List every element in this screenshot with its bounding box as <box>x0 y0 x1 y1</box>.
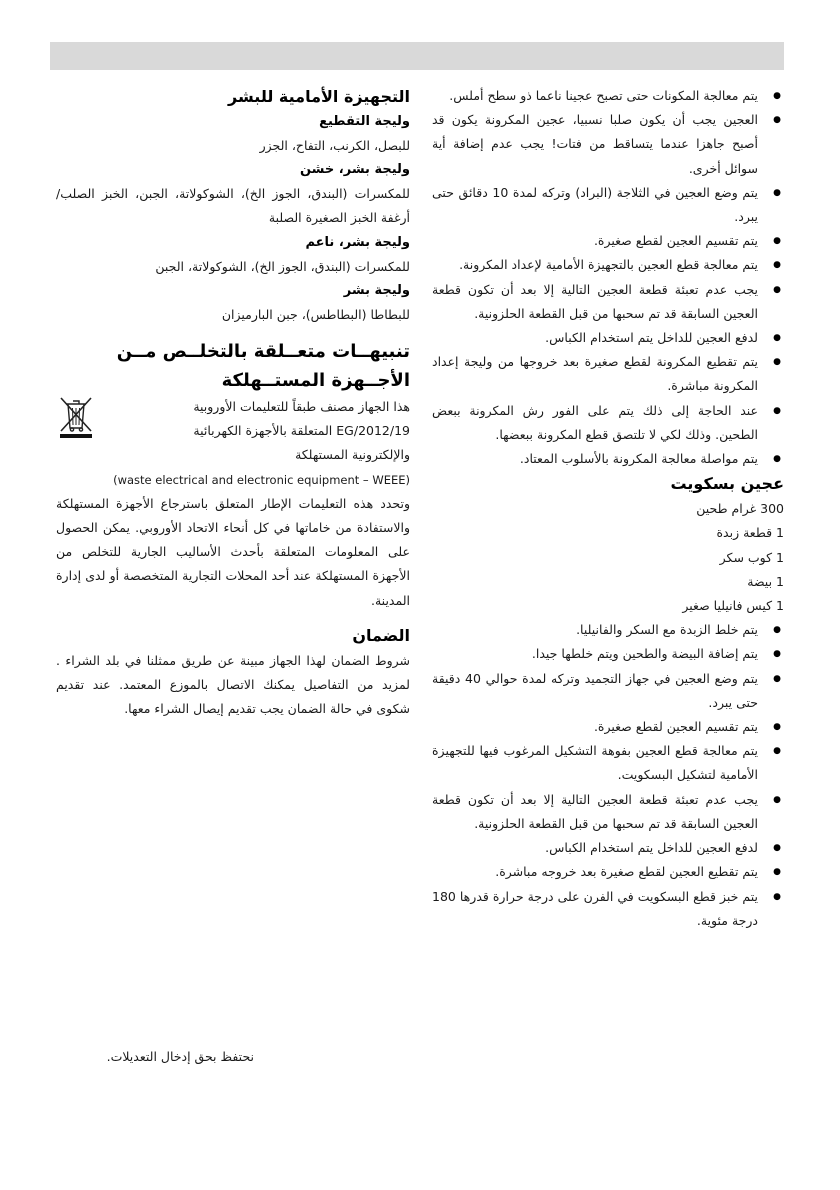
grater-insert-heading: وليجة بشر <box>343 282 410 298</box>
list-item: ● يتم وضع العجين في الثلاجة (البراد) وتركه لمدة 10 دقائق حتى يبرد. <box>432 181 784 229</box>
fine-grater-text: للمكسرات (البندق، الجوز الخ)، الشوكولاتة، الجبن <box>155 258 410 274</box>
list-item: ● يجب عدم تعبئة قطعة العجين التالية إلا بعد أن تكون قطعة العجين السابقة قد تم سحبها من قبل القطعة الحلزونية. <box>432 788 784 836</box>
list-item: ● يتم تقسيم العجين لقطع صغيرة. <box>432 229 784 253</box>
fine-grater-heading: وليجة بشر، ناعم <box>305 234 410 250</box>
list-item: ● يتم إضافة البيضة والطحين ويتم خلطها جيدا. <box>432 642 784 666</box>
warranty-heading: الضمان <box>352 625 410 645</box>
list-item: ● يتم خبز قطع البسكويت في الفرن على درجة حرارة قدرها 180 درجة مئوية. <box>432 885 784 933</box>
weee-english-text: (waste electrical and electronic equipment – WEEE) <box>113 472 410 487</box>
list-item: ● يتم معالجة المكونات حتى تصبح عجينا ناعما ذو سطح أملس. <box>432 84 784 108</box>
list-item: ● يتم خلط الزبدة مع السكر والفانيليا. <box>432 618 784 642</box>
list-item: ● يتم تقطيع المكرونة لقطع صغيرة بعد خروجها من وليجة إعداد المكرونة مباشرة. <box>432 350 784 398</box>
coarse-grater-text: للمكسرات (البندق، الجوز الخ)، الشوكولاتة، الجبن، الخبز الصلب/أرغفة الخبز الصغيرة الصلبة <box>56 186 410 226</box>
disposal-heading-line-1: تنبيهــات متعــلقة بالتخلــص مــن <box>116 341 410 363</box>
biscuit-instructions-list <box>432 618 784 933</box>
slicing-insert-heading: وليجة التقطيع <box>319 114 410 129</box>
disposal-heading-line-2: الأجــهزة المستــهلكة <box>221 370 410 392</box>
weee-notice <box>56 395 410 468</box>
left-column <box>56 84 410 721</box>
list-item: ● يتم تقطيع العجين لقطع صغيرة بعد خروجه مباشرة. <box>432 860 784 884</box>
list-item: ● يتم وضع العجين في جهاز التجميد وتركه لمدة حوالي 40 دقيقة حتى يبرد. <box>432 667 784 715</box>
list-item: ● يتم معالجة قطع العجين بالتجهيزة الأمامية لإعداد المكرونة. <box>432 253 784 277</box>
list-item: ● يتم معالجة قطع العجين بفوهة التشكيل المرغوب فيها للتجهيزة الأمامية لتشكيل البسكويت. <box>432 739 784 787</box>
weee-paragraph: وتحدد هذه التعليمات الإطار المتعلق باسترجاع الأجهزة المستهلكة والاستفادة من خاماتها في كل أنحاء الاتحاد الأوروبي. يمكن الحصول على المعلومات المتعلقة بأحدث الأساليب الجارية للتخلص من الأجهزة المستهلكة عند أحد المحلات التجارية المتخصصة أو لدى إدارة المدينة. <box>56 495 410 608</box>
biscuit-dough-heading: عجين بسكويت <box>670 474 784 494</box>
warranty-text: شروط الضمان لهذا الجهاز مبينة عن طريق ممثلنا في بلد الشراء . لمزيد من التفاصيل يمكنك الاتصال بالموزع المعتمد. عند تقديم شكوى في حالة الضمان يجب تقديم إيصال الشراء معها. <box>56 652 410 717</box>
list-item: ● عند الحاجة إلى ذلك يتم على الفور رش المكرونة ببعض الطحين. وذلك لكي لا تلتصق قطع المكرونة ببعضها. <box>432 399 784 447</box>
grater-attachment-heading: التجهيزة الأمامية للبشر <box>228 87 410 106</box>
slicing-insert-text: للبصل، الكرنب، التفاح، الجزر <box>259 138 410 153</box>
grater-insert-text: للبطاطا (البطاطس)، جبن البارميزان <box>221 306 410 322</box>
list-item: ● يتم مواصلة معالجة المكرونة بالأسلوب المعتاد. <box>432 447 784 471</box>
ingredient-item: 1 كوب سكر <box>719 549 784 565</box>
header-bar <box>50 42 784 70</box>
ingredient-item: 1 قطعة زبدة <box>716 525 784 541</box>
ingredient-item: 300 غرام طحين <box>696 501 784 517</box>
ingredient-item: 1 كيس فانيليا صغير <box>682 598 784 614</box>
weee-line: والإلكترونية المستهلكة <box>295 447 410 463</box>
coarse-grater-heading: وليجة بشر، خشن <box>299 162 410 178</box>
weee-line: 2012/19/EG المتعلقة بالأجهزة الكهربائية <box>193 423 410 439</box>
weee-line: هذا الجهاز مصنف طبقاً للتعليمات الأوروبية <box>193 399 410 415</box>
right-column <box>432 84 784 933</box>
list-item: ● العجين يجب أن يكون صلبا نسبيا، عجين المكرونة يكون قد أصبح جاهزا عندما يتساقط من فتات! يجب عدم إضافة أية سوائل أخرى. <box>432 108 784 181</box>
list-item: ● لدفع العجين للداخل يتم استخدام الكباس. <box>432 836 784 860</box>
ingredient-item: 1 بيضة <box>747 573 784 589</box>
crossed-bin-icon <box>56 395 96 439</box>
list-item: ● يجب عدم تعبئة قطعة العجين التالية إلا بعد أن تكون قطعة العجين السابقة قد تم سحبها من قبل القطعة الحلزونية. <box>432 278 784 326</box>
footer-note: نحتفظ بحق إدخال التعديلات. <box>106 1049 254 1064</box>
list-item: ● يتم تقسيم العجين لقطع صغيرة. <box>432 715 784 739</box>
list-item: ● لدفع العجين للداخل يتم استخدام الكباس. <box>432 326 784 350</box>
pasta-instructions-list <box>432 84 784 471</box>
